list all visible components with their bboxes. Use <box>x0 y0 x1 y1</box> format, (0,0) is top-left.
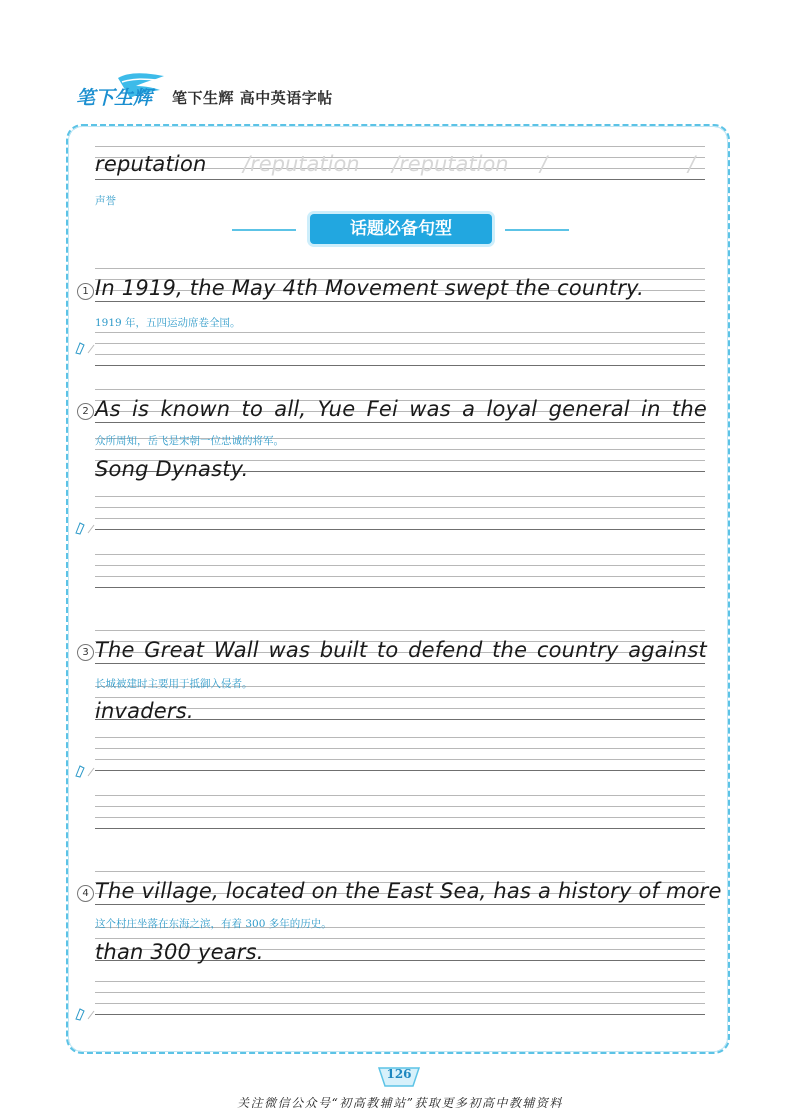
sentence-1-translation: 1919 年，五四运动席卷全国。 <box>95 317 241 329</box>
vocab-trace-2: /reputation <box>392 152 509 176</box>
vocab-trace-4: / <box>688 152 696 176</box>
sentence-number-2: 2 <box>77 403 94 420</box>
sentence-2-line-2: Song Dynasty. <box>95 457 249 481</box>
page-number: 126 <box>386 1067 412 1081</box>
sentence-number-1: 1 <box>77 283 94 300</box>
sentence-4-line-1: The village, located on the East Sea, has a history of more <box>95 879 722 903</box>
brand-logo <box>72 72 168 114</box>
sentence-2-line-1: As is known to all, Yue Fei was a loyal general in the <box>95 397 707 421</box>
pencil-icon <box>74 341 104 355</box>
sentence-4-line-2: than 300 years. <box>95 940 264 964</box>
book-title: 笔下生辉 高中英语字帖 <box>172 89 333 107</box>
pencil-icon <box>74 764 104 778</box>
footer-note: 关注微信公众号“初高教辅站”获取更多初高中教辅资料 <box>237 1096 563 1110</box>
sentence-3-line-2: invaders. <box>95 699 194 723</box>
section-deco-left <box>232 229 296 231</box>
vocab-meaning: 声誉 <box>95 195 116 207</box>
vocab-trace-1: /reputation <box>243 152 360 176</box>
svg-text:笔下生辉: 笔下生辉 <box>76 87 153 109</box>
pencil-icon <box>74 521 104 535</box>
sentence-3-line-1: The Great Wall was built to defend the country against <box>95 638 707 662</box>
sentence-2-translation: 众所周知，岳飞是宋朝一位忠诚的将军。 <box>95 435 284 447</box>
vocab-word: reputation <box>95 152 207 176</box>
page-frame-inner <box>68 126 728 1052</box>
section-title: 话题必备句型 <box>310 214 492 244</box>
sentence-4-translation: 这个村庄坐落在东海之滨，有着 300 多年的历史。 <box>95 918 332 930</box>
section-deco-right <box>505 229 569 231</box>
sentence-number-3: 3 <box>77 644 94 661</box>
sentence-number-4: 4 <box>77 885 94 902</box>
vocab-trace-3: / <box>540 152 548 176</box>
sentence-3-translation: 长城被建时主要用于抵御入侵者。 <box>95 678 253 690</box>
pencil-icon <box>74 1007 104 1021</box>
sentence-1-line-1: In 1919, the May 4th Movement swept the country. <box>95 276 645 300</box>
